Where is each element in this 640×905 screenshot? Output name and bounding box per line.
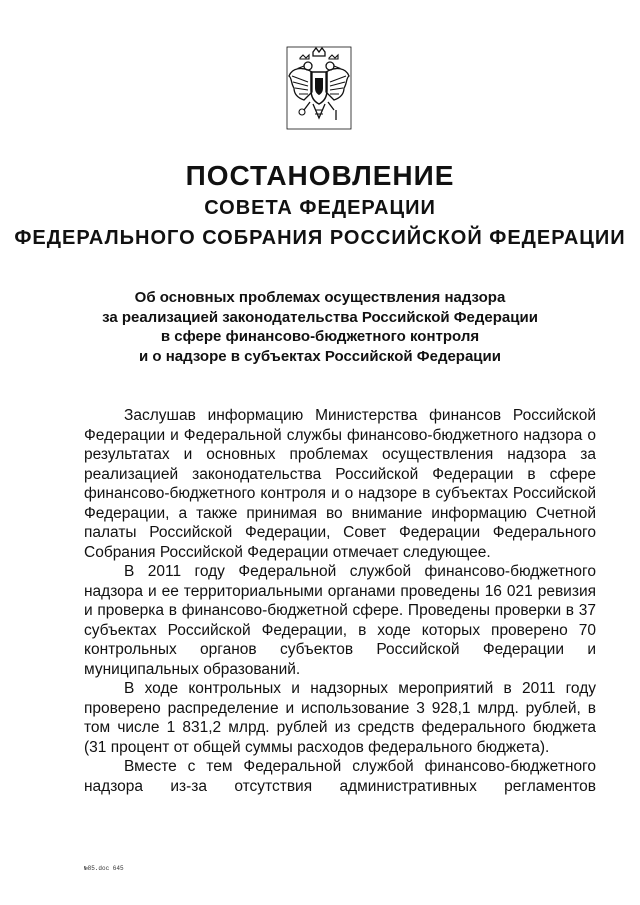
coat-of-arms-icon [286, 46, 352, 130]
subject-line: в сфере финансово-бюджетного контроля [160, 328, 480, 345]
body-paragraph: В ходе контрольных и надзорных мероприятий в 2011 году проверено распределение и использование 3 928,1 млрд. рублей, в том числе 1 831,2 млрд. рублей из средств федерального бюджета (31 процент от общей суммы расходов федерального бюджета). [84, 680, 596, 756]
issuer-line-2: ФЕДЕРАЛЬНОГО СОБРАНИЯ РОССИЙСКОЙ ФЕДЕРАЦИИ [14, 227, 626, 249]
subject-line: за реализацией законодательства Российской Федерации [102, 308, 538, 326]
issuer-line-1: СОВЕТА ФЕДЕРАЦИИ [204, 197, 436, 219]
document-body [84, 406, 596, 796]
body-paragraph: В 2011 году Федеральной службой финансово-бюджетного надзора и ее территориальными органами проведены 16 021 ревизия и проверка в финансово-бюджетной сфере. Проведены проверки в 37 субъектах Российской Федерации, в ходе которых проверено 70 контрольных органов субъектов Российской Федерации и муниципальных образований. [84, 563, 596, 678]
body-paragraph: Вместе с тем Федеральной службой финансово-бюджетного надзора из-за отсутствия административных регламентов [84, 758, 596, 795]
body-paragraph: Заслушав информацию Министерства финансов Российской Федерации и Федеральной службы финансово-бюджетного надзора о результатах и основных проблемах осуществления надзора за реализацией законодательства Российской Федерации в сфере финансово-бюджетного контроля и о надзоре в субъектах Российской Федерации, а также принимая во внимание информацию Счетной палаты Российской Федерации, Совет Федерации Федерального Собрания Российской Федерации отмечает следующее. [84, 407, 596, 561]
subject-line: и о надзоре в субъектах Российской Федерации [139, 347, 501, 365]
document-subject [0, 288, 640, 366]
document-file-code: №85.doc 645 [84, 865, 124, 872]
subject-line: Об основных проблемах осуществления надзора [134, 289, 506, 306]
document-title: ПОСТАНОВЛЕНИЕ [185, 160, 455, 191]
